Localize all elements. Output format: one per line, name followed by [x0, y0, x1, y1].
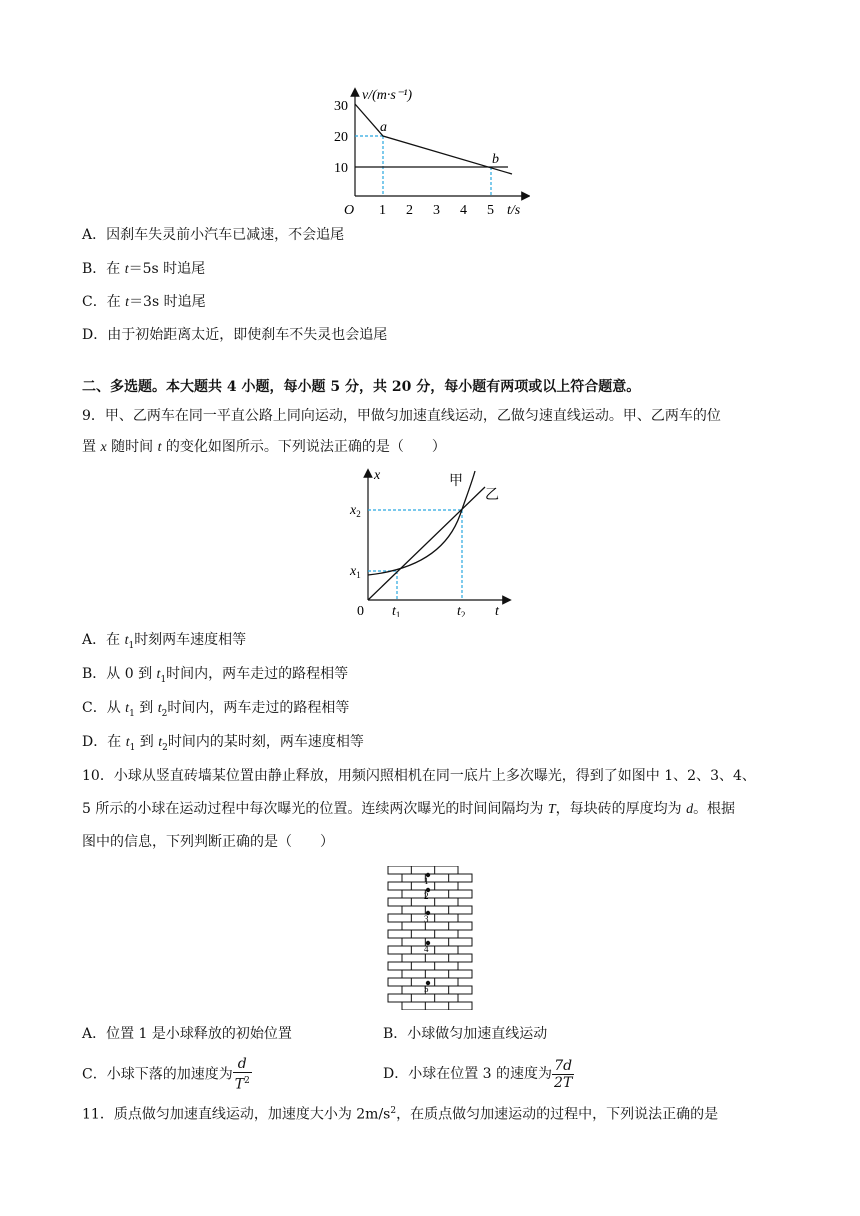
q10-d-fraction: $\frac{7d}{2T}$ — [554, 1057, 573, 1091]
xt-graph — [345, 467, 515, 617]
brick-row — [388, 946, 458, 954]
brick-row — [402, 906, 472, 914]
brick-row — [388, 930, 458, 938]
xt-x1-label: $x_1$ — [350, 564, 361, 580]
brick-row — [388, 914, 458, 922]
q10-option-b[interactable]: B．小球做匀加速直线运动 — [383, 1026, 548, 1042]
vt-ytick-20: 20 — [334, 130, 348, 145]
xt-origin: 0 — [357, 604, 364, 617]
vt-xtick-1: 1 — [379, 203, 386, 218]
vt-xtick-2: 2 — [406, 203, 413, 218]
xt-yi-label: 乙 — [485, 488, 499, 503]
ball-position-label: 1 — [424, 876, 429, 886]
brick-row — [402, 874, 472, 882]
brick-row — [388, 882, 458, 890]
xt-ylabel: x — [374, 468, 381, 483]
vt-xtick-4: 4 — [460, 203, 467, 218]
xt-series-yi — [368, 487, 485, 600]
q10-option-d[interactable]: D．小球在位置 3 的速度为 $\frac{7d}{2T}$ — [383, 1057, 573, 1091]
q9-stem-1: 9．甲、乙两车在同一平直公路上同向运动，甲做匀加速直线运动，乙做匀速直线运动。甲、乙两车的位 — [82, 408, 721, 424]
q11-stem: 11．质点做匀加速直线运动，加速度大小为 $2m/s^2$，在质点做匀加速运动的过程中，下列说法正确的是 — [82, 1106, 719, 1123]
q10-c-fraction: $\frac{d}{T^2}$ — [234, 1056, 250, 1093]
xt-x2-label: $x_2$ — [350, 503, 361, 519]
q10-option-a[interactable]: A．位置 1 是小球释放的初始位置 — [82, 1026, 292, 1042]
brick-row — [402, 986, 472, 994]
brick-row — [388, 994, 458, 1002]
vt-ytick-10: 10 — [334, 161, 348, 176]
q9-stem-2: 置 x 随时间 t 的变化如图所示。下列说法正确的是（ ） — [82, 439, 446, 455]
ball-position-label: 4 — [424, 944, 429, 954]
brick-row — [402, 1002, 472, 1010]
xt-xlabel: t — [495, 604, 499, 617]
brick-row — [388, 978, 458, 986]
xt-jia-label: 甲 — [449, 474, 463, 489]
q10-stem-1: 10．小球从竖直砖墙某位置由静止释放，用频闪照相机在同一底片上多次曝光，得到了如图中 1、2、3、4、 — [82, 768, 756, 784]
q9-option-a[interactable]: A．在 $t_1$时刻两车速度相等 — [82, 632, 247, 651]
vt-point-b: b — [492, 152, 499, 167]
xt-t1-label: $t_1$ — [392, 604, 401, 617]
brick-row — [402, 890, 472, 898]
q8-option-a[interactable]: A．因刹车失灵前小汽车已减速，不会追尾 — [82, 227, 345, 243]
brick-row — [402, 922, 472, 930]
q9-option-b[interactable]: B．从 0 到 $t_1$时间内，两车走过的路程相等 — [82, 666, 349, 685]
ball-position-label: 2 — [424, 891, 429, 901]
ball-position-label: 5 — [424, 984, 429, 994]
brick-row — [402, 938, 472, 946]
q8-option-c[interactable]: C．在 t＝3s 时追尾 — [82, 294, 206, 310]
vt-ytick-30: 30 — [334, 99, 348, 114]
brick-row — [388, 898, 458, 906]
vt-xlabel: t/s — [507, 203, 521, 218]
brick-row — [388, 866, 458, 874]
vt-graph — [330, 84, 530, 222]
q8-option-d[interactable]: D．由于初始距离太近，即使刹车不失灵也会追尾 — [82, 327, 388, 343]
vt-xtick-5: 5 — [487, 203, 494, 218]
q10-stem-3: 图中的信息，下列判断正确的是（ ） — [82, 834, 334, 850]
brick-row — [402, 970, 472, 978]
q8-option-b[interactable]: B．在 t＝5s 时追尾 — [82, 261, 206, 277]
brick-row — [402, 954, 472, 962]
vt-ylabel: v/(m·s⁻¹) — [362, 88, 413, 103]
brick-row — [388, 962, 458, 970]
vt-series-car — [355, 104, 512, 174]
vt-origin: O — [344, 203, 355, 218]
q9-option-d[interactable]: D．在 $t_1$ 到 $t_2$时间内的某时刻，两车速度相等 — [82, 734, 364, 753]
vt-point-a: a — [380, 120, 387, 135]
q10-option-c[interactable]: C．小球下落的加速度为 $\frac{d}{T^2}$ — [82, 1056, 250, 1093]
q10-stem-2: 5 所示的小球在运动过程中每次曝光的位置。连续两次曝光的时间间隔均为 T，每块砖的厚度均为 d。根据 — [82, 801, 736, 817]
xt-t2-label: $t_2$ — [457, 604, 466, 617]
vt-xtick-3: 3 — [433, 203, 440, 218]
brick-wall-figure — [386, 866, 474, 1010]
section2-heading: 二、多选题。本大题共 4 小题，每小题 5 分，共 20 分，每小题有两项或以上符合题意。 — [82, 379, 641, 395]
q9-option-c[interactable]: C．从 $t_1$ 到 $t_2$时间内，两车走过的路程相等 — [82, 700, 350, 719]
ball-position-label: 3 — [424, 914, 429, 924]
